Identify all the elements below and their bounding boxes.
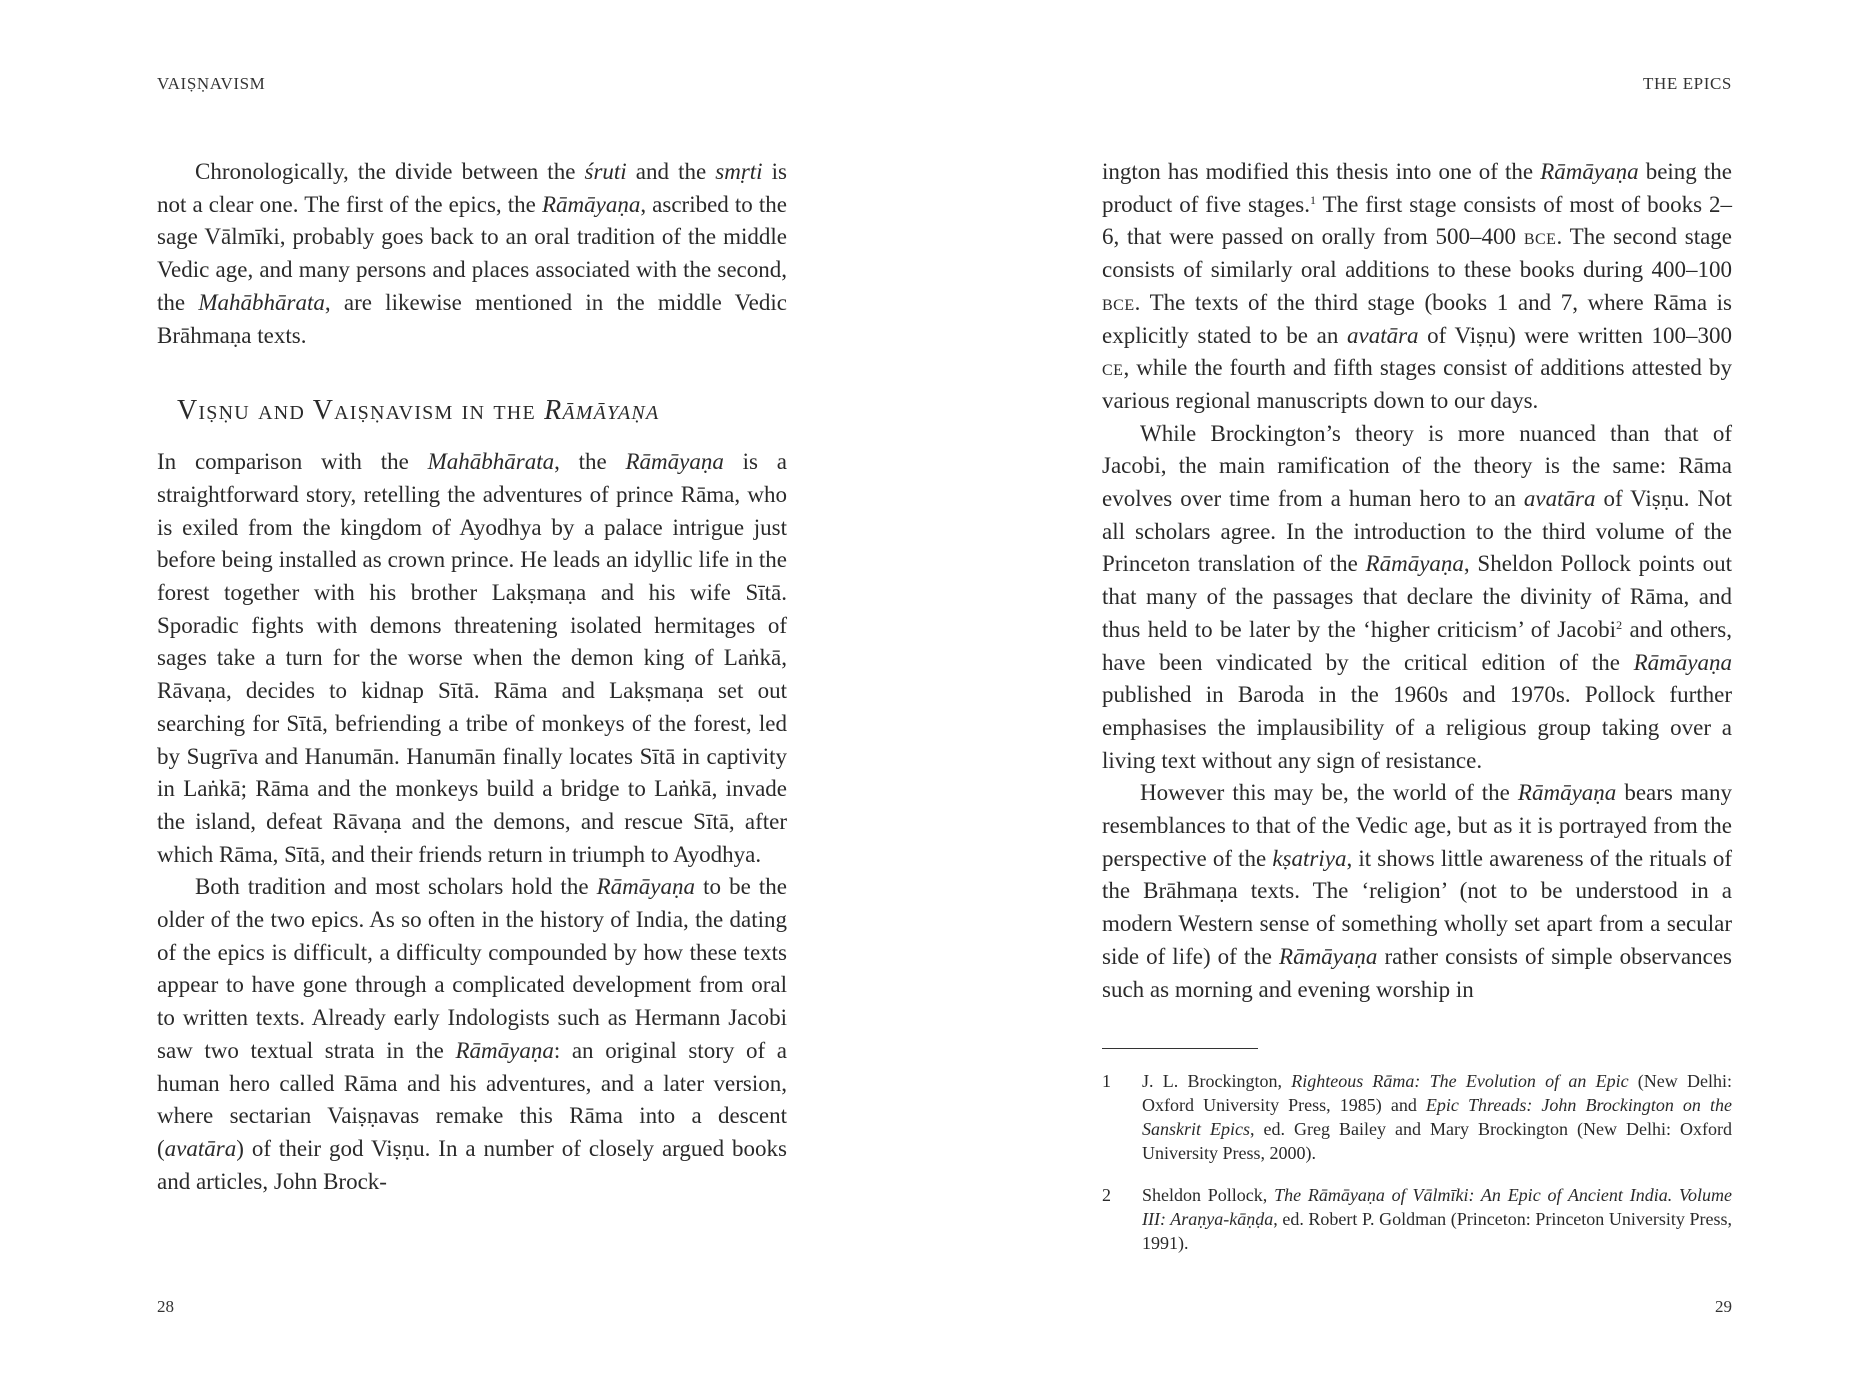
right-text-block [1102,156,1732,1273]
running-head-right: THE EPICS [1643,74,1732,93]
page-number-left: 28 [157,1297,174,1316]
footnote-divider [1102,1048,1258,1049]
paragraph: ington has modified this thesis into one of the Rāmāyaṇa being the product of five stages.$^1$ The first stage consists of most of books 2–6, that were passed on orally from 500–400 bce. The second stage consists of similarly oral additions to these books during 400–100 bce. The texts of the third stage (books 1 and 7, where Rāma is explicitly stated to be an avatāra of Viṣṇu) were written 100–300 ce, while the fourth and fifth stages consist of additions attested by various regional manuscripts down to our days. [1102,159,1733,413]
paragraph: However this may be, the world of the Rāmāyaṇa bears many resemblances to that of the Vedic age, but as it is portrayed from the perspective of the kṣatriya, it shows little awareness of the rituals of the Brāhmaṇa texts. The ‘religion’ (not to be understood in a modern Western sense of something wholly set apart from a secular side of life) of the Rāmāyaṇa rather consists of simple observances such as morning and evening worship in [1102,780,1732,1002]
footnote-number: 1 [1102,1071,1111,1092]
footnote: 2 Sheldon Pollock, The Rāmāyaṇa of Vālmīki: An Epic of Ancient India. Volume III: Araṇya-kāṇḍa, ed. Robert P. Goldman (Princeton: Princeton University Press, 1991). [1102,1185,1732,1254]
footnote-ref: 1 [1309,192,1316,207]
footnote: 1 J. L. Brockington, Righteous Rāma: The Evolution of an Epic (New Delhi: Oxford University Press, 1985) and Epic Threads: John Brockington on the Sanskrit Epics, ed. Greg Bailey and Mary Brockington (New Delhi: Oxford University Press, 2000). [1102,1071,1733,1164]
paragraph: Both tradition and most scholars hold the Rāmāyaṇa to be the older of the two epics. As so often in the history of India, the dating of the epics is difficult, a difficulty compounded by how these texts appear to have gone through a complicated development from oral to written texts. Already early Indologists such as Hermann Jacobi saw two textual strata in the Rāmāyaṇa: an original story of a human hero called Rāma and his adventures, and a later version, where sectarian Vaiṣṇavas remake this Rāma into a descent (avatāra) of their god Viṣṇu. In a number of closely argued books and articles, John Brock- [157,874,787,1194]
section-heading: Viṣṇu and Vaiṣṇavism in the Rāmāyaṇa [177,395,660,427]
running-head-left: VAIṢṆAVISM [157,74,266,93]
footnote-ref: 2 [1616,617,1623,632]
paragraph: Chronologically, the divide between the śruti and the smṛti is not a clear one. The first of the epics, the Rāmāyaṇa, ascribed to the sage Vālmīki, probably goes back to an oral tradition of the middle Vedic age, and many persons and places associated with the second, the Mahābhārata, are likewise mentioned in the middle Vedic Brāhmaṇa texts. [157,159,787,348]
page-number-right: 29 [1715,1297,1732,1316]
paragraph: In comparison with the Mahābhārata, the Rāmāyaṇa is a straightforward story, retelling the adventures of prince Rāma, who is exiled from the kingdom of Ayodhya by a palace intrigue just before being installed as crown prince. He leads an idyllic life in the forest together with his brother Lakṣmaṇa and his wife Sītā. Sporadic fights with demons threatening isolated hermitages of sages take a turn for the worse when the demon king of Laṅkā, Rāvaṇa, decides to kidnap Sītā. Rāma and Lakṣmaṇa set out searching for Sītā, befriending a tribe of monkeys of the forest, led by Sugrīva and Hanumān. Hanumān finally locates Sītā in captivity in Laṅkā; Rāma and the monkeys build a bridge to Laṅkā, invade the island, defeat Rāvaṇa and the demons, and rescue Sītā, after which Rāma, Sītā, and their friends return in triumph to Ayodhya. [157,449,787,867]
footnote-number: 2 [1102,1185,1111,1206]
right-page [933,0,1866,1400]
left-text-block [157,156,787,1198]
paragraph: While Brockington’s theory is more nuanced than that of Jacobi, the main ramification of the theory is the same: Rāma evolves over time from a human hero to an avatāra of Viṣṇu. Not all scholars agree. In the introduction to the third volume of the Princeton translation of the Rāmāyaṇa, Sheldon Pollock points out that many of the passages that declare the divinity of Rāma, and thus held to be later by the ‘higher criticism’ of Jacobi$^2$ and others, have been vindicated by the critical edition of the Rāmāyaṇa published in Baroda in the 1960s and 1970s. Pollock further emphasises the implausibility of a religious group taking over a living text without any sign of resistance. [1102,420,1733,773]
